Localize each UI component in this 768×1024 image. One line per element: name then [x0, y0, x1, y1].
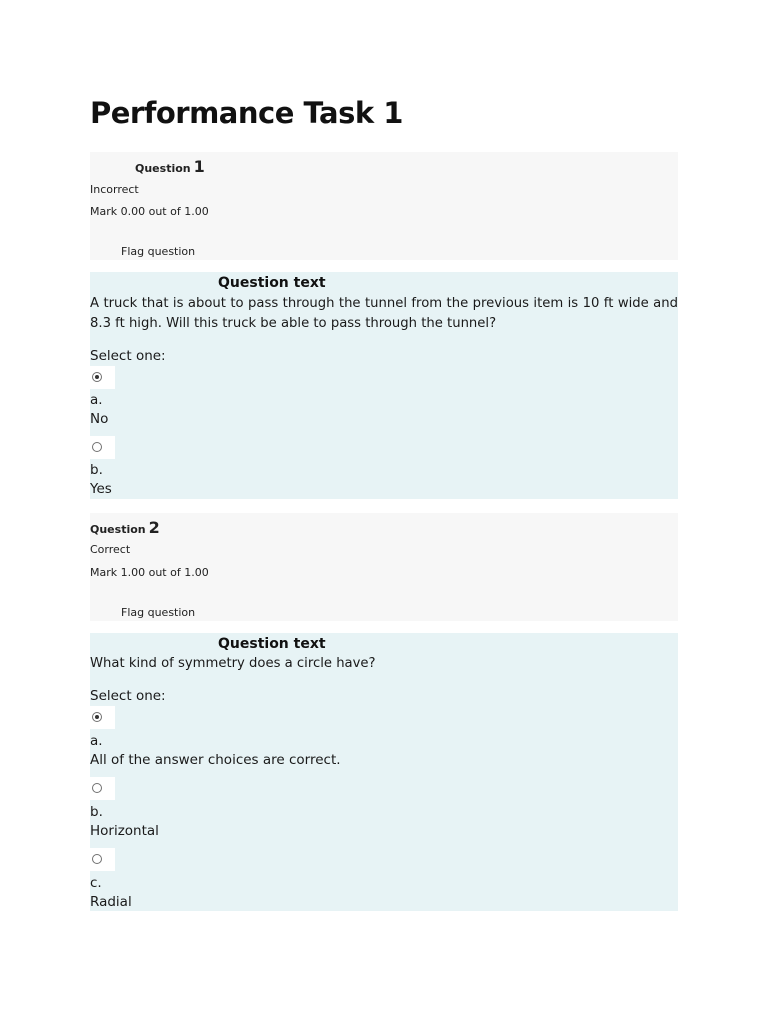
answer-radio-b[interactable] [90, 777, 115, 800]
radio-unchecked-icon [92, 854, 102, 864]
select-one-prompt: Select one: [90, 348, 166, 364]
answer-text-b: Horizontal [90, 823, 159, 839]
answer-radio-a[interactable] [90, 706, 115, 729]
question-text-heading: Question text [218, 275, 326, 291]
answer-letter-c: c. [90, 875, 102, 891]
flag-question-link[interactable]: Flag question [121, 606, 196, 619]
question-text: What kind of symmetry does a circle have? [90, 656, 376, 671]
answer-text-a: No [90, 411, 109, 427]
answer-text-b: Yes [90, 481, 112, 497]
question-heading-1 [135, 157, 205, 176]
answer-radio-b[interactable] [90, 436, 115, 459]
question-content-2 [90, 633, 678, 911]
answer-text-c: Radial [90, 894, 132, 910]
question-number: 2 [148, 518, 160, 537]
question-number: 1 [193, 157, 205, 176]
question-content-1 [90, 272, 678, 499]
answer-letter-b: b. [90, 804, 103, 820]
question-grade: Mark 1.00 out of 1.00 [90, 566, 209, 579]
radio-unchecked-icon [92, 442, 102, 452]
question-state: Incorrect [90, 183, 139, 196]
answer-letter-a: a. [90, 733, 103, 749]
question-info-1 [90, 152, 678, 260]
select-one-prompt: Select one: [90, 688, 166, 704]
question-label: Question [135, 162, 191, 175]
radio-checked-icon [92, 712, 102, 722]
question-label: Question [90, 523, 146, 536]
question-grade: Mark 0.00 out of 1.00 [90, 205, 209, 218]
flag-question-link[interactable]: Flag question [121, 245, 196, 258]
answer-letter-a: a. [90, 392, 103, 408]
answer-radio-c[interactable] [90, 848, 115, 871]
question-state: Correct [90, 543, 131, 556]
page-title: Performance Task 1 [90, 96, 403, 130]
question-info-2 [90, 513, 678, 621]
radio-checked-icon [92, 372, 102, 382]
answer-letter-b: b. [90, 462, 103, 478]
question-text: A truck that is about to pass through the tunnel from the previous item is 10 ft wide and 8.3 ft high. Will this truck be able to pass through the tunnel? [90, 296, 678, 331]
answer-text-a: All of the answer choices are correct. [90, 752, 341, 768]
answer-radio-a[interactable] [90, 366, 115, 389]
question-text-heading: Question text [218, 636, 326, 652]
radio-unchecked-icon [92, 783, 102, 793]
question-heading-2 [90, 518, 160, 537]
